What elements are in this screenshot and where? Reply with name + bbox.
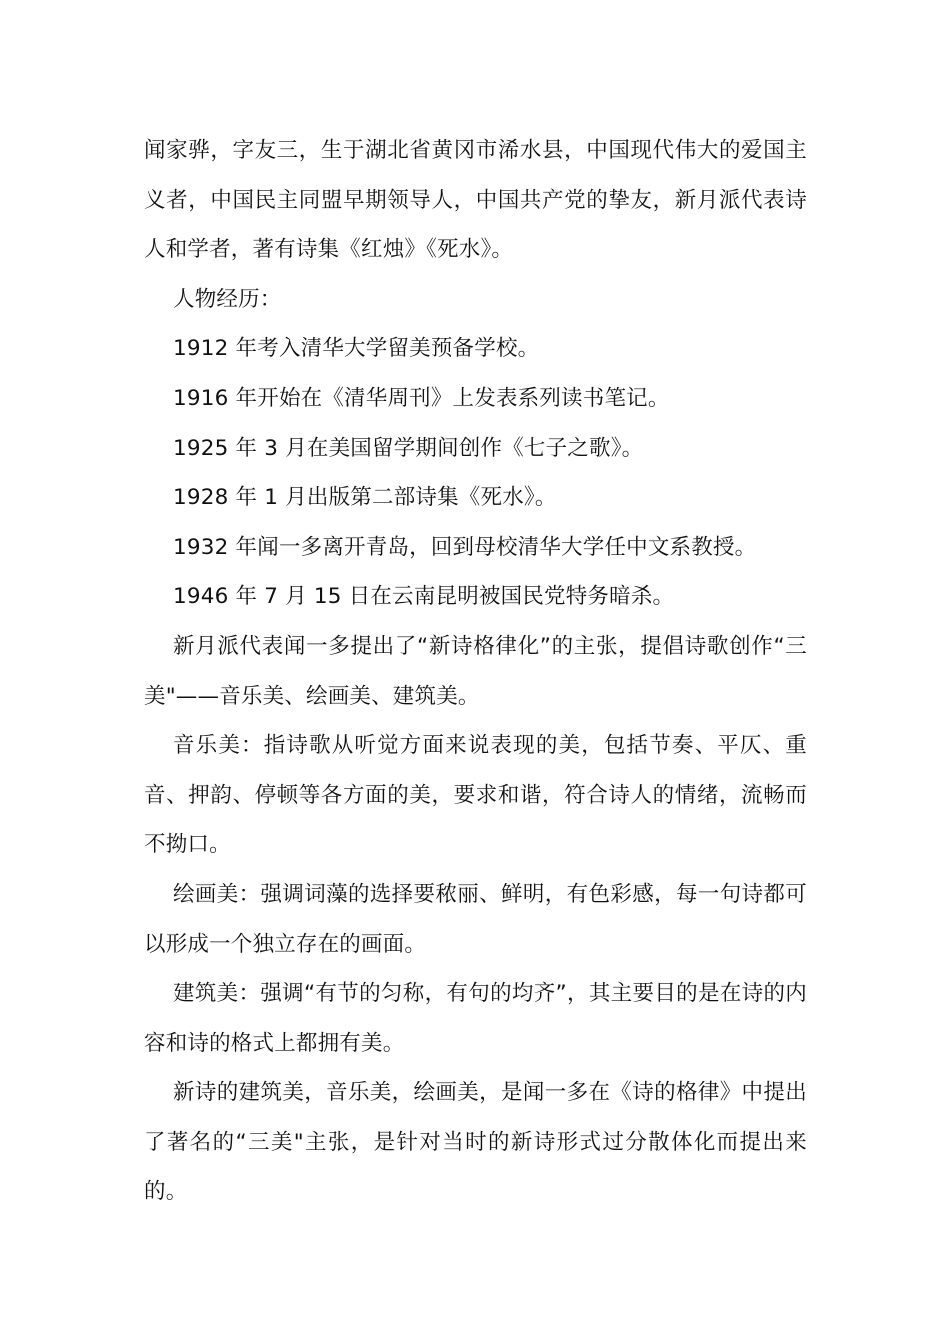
biography-item: 1932 年闻一多离开青岛，回到母校清华大学任中文系教授。 <box>173 534 757 560</box>
biography-item: 1946 年 7 月 15 日在云南昆明被国民党特务暗杀。 <box>173 584 675 610</box>
biography-item: 1928 年 1 月出版第二部诗集《死水》。 <box>173 485 557 511</box>
section-heading-biography: 人物经历： <box>173 286 282 312</box>
painting-beauty-paragraph: 绘画美：强调词藻的选择要秾丽、鲜明，有色彩感，每一句诗都可以形成一个独立存在的画面。 <box>144 881 807 957</box>
biography-item: 1925 年 3 月在美国留学期间创作《七子之歌》。 <box>173 435 644 461</box>
architecture-beauty-paragraph: 建筑美：强调“有节的匀称，有句的均齐”，其主要目的是在诗的内容和诗的格式上都拥有美。 <box>144 981 807 1056</box>
biography-item: 1912 年考入清华大学留美预备学校。 <box>173 336 540 362</box>
three-beauties-paragraph: 新月派代表闻一多提出了“新诗格律化”的主张，提倡诗歌创作“三美"——音乐美、绘画美、建筑美。 <box>144 633 807 709</box>
conclusion-paragraph: 新诗的建筑美，音乐美，绘画美，是闻一多在《诗的格律》中提出了著名的“三美"主张，是针对当时的新诗形式过分散体化而提出来的。 <box>144 1080 807 1205</box>
document-body <box>144 126 807 1217</box>
intro-paragraph: 闻家骅，字友三，生于湖北省黄冈市浠水县，中国现代伟大的爱国主义者，中国民主同盟早期领导人，中国共产党的挚友，新月派代表诗人和学者，著有诗集《红烛》《死水》。 <box>144 138 807 263</box>
music-beauty-paragraph: 音乐美：指诗歌从听觉方面来说表现的美，包括节奏、平仄、重音、押韵、停顿等各方面的美，要求和谐，符合诗人的情绪，流畅而不拗口。 <box>144 733 807 858</box>
biography-item: 1916 年开始在《清华周刊》上发表系列读书笔记。 <box>173 385 670 411</box>
